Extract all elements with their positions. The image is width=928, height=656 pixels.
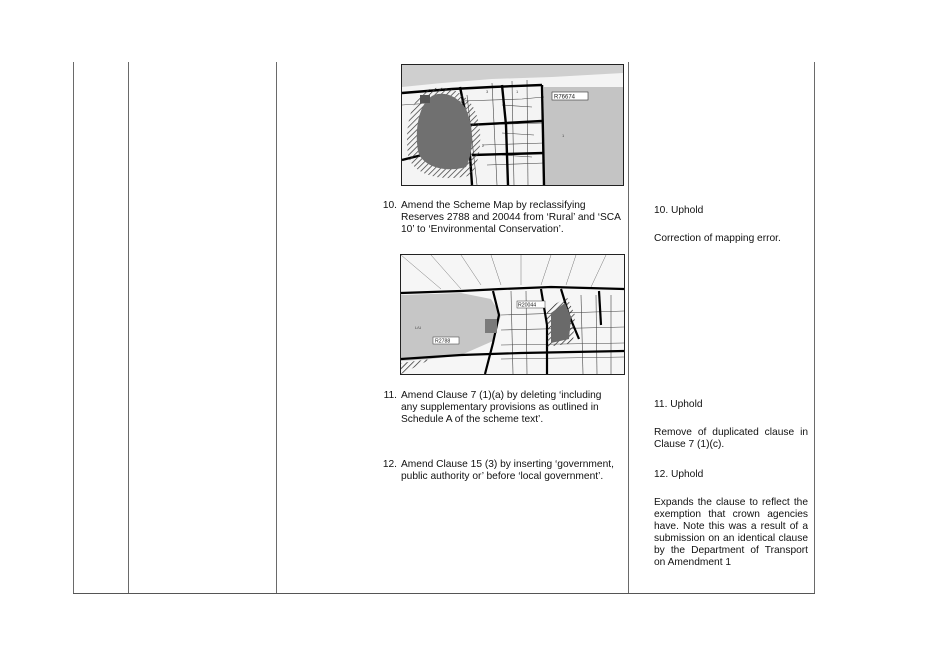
modification-text: Amend the Scheme Map by reclassifying Reserves 2788 and 20044 from ‘Rural’ and ‘SCA 10’ to ‘Environmental Conservation’. [401, 200, 621, 235]
modification-text: Amend Clause 7 (1)(a) by deleting ‘including any supplementary provisions as outlined in Schedule A of the scheme text’. [401, 390, 602, 425]
recommendation-reason-10: Correction of mapping error. [654, 233, 781, 244]
svg-text:L/U: L/U [415, 325, 422, 330]
map-2-label-r2788: R2788 [435, 338, 451, 345]
table-divider-2 [276, 62, 277, 593]
table-bottom-border [73, 593, 815, 594]
recommendation-decision-10: 10. Uphold [654, 205, 704, 216]
recommendation-reason-11: Remove of duplicated clause in Clause 7 (1)(c). [654, 427, 808, 450]
table-divider-1 [128, 62, 129, 593]
scheme-map-image-2 [400, 254, 625, 375]
scheme-map-image-1 [401, 64, 624, 186]
svg-text:2: 2 [482, 143, 485, 148]
modification-number: 12. [382, 459, 397, 470]
table-border-left [73, 62, 74, 593]
map-1-label-reserve: R76674 [554, 94, 576, 101]
svg-text:3: 3 [486, 89, 489, 94]
recommendation-decision-11: 11. Uphold [654, 399, 703, 410]
recommendation-decision-12: 12. Uphold [654, 469, 704, 480]
svg-text:1: 1 [516, 89, 519, 94]
modification-text: Amend Clause 15 (3) by inserting ‘government, public authority or’ before ‘local government’. [401, 459, 614, 482]
map-2-label-r20044: R20044 [518, 302, 537, 309]
scheme-map-1-graphic [402, 65, 623, 185]
modification-number: 10. [382, 200, 397, 211]
scheme-map-2-graphic [401, 255, 624, 374]
table-divider-3 [628, 62, 629, 593]
modification-number: 11. [383, 390, 397, 401]
svg-text:1: 1 [562, 133, 565, 138]
table-border-right [814, 62, 815, 593]
recommendation-reason-12: Expands the clause to reflect the exemption that crown agencies have. Note this was a result of a submission on an identical clause by the Department of Transport on Amendment 1 [654, 497, 808, 568]
